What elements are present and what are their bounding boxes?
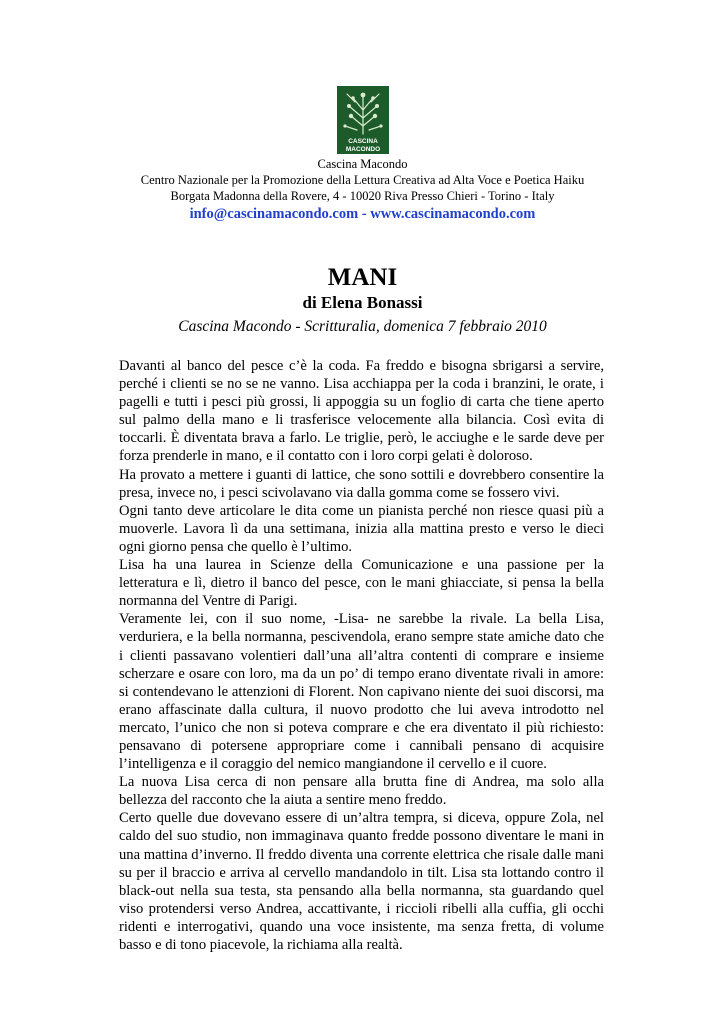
contact-separator: -	[358, 206, 371, 222]
contact-line	[0, 205, 725, 223]
story-body	[119, 357, 604, 954]
paragraph-6: La nuova Lisa cerca di non pensare alla brutta fine di Andrea, ma solo alla bellezza del racconto che la aiuta a sentire meno freddo.	[119, 774, 604, 809]
letterhead	[0, 156, 725, 223]
org-name: Cascina Macondo	[317, 157, 408, 171]
title-block	[0, 264, 725, 337]
paragraph-3: Ogni tanto deve articolare le dita come un pianista perché non riesce quasi più a muoverle. Lavora lì da una settimana, inizia alla mattina presto e verso le dieci ogni giorno pensa che quello è l’ultimo.	[119, 502, 604, 555]
org-description: Centro Nazionale per la Promozione della Lettura Creativa ad Alta Voce e Poetica Haiku	[140, 173, 585, 187]
paragraph-7: Certo quelle due dovevano essere di un’altra tempra, si diceva, oppure Zola, nel caldo del suo studio, non immaginava quanto fredde possono diventare le mani in una mattina d’inverno. Il freddo diventa una corrente elettrica che risale dalle mani su per il braccio e arriva al cervello mandandolo in tilt. Lisa sta lottando contro il black-out nella sua testa, sta pensando alla bella normanna, sta guardando quel viso protendersi verso Andrea, accattivante, i riccioli ribelli alla cuffia, gli occhi ridenti e interrogativi, quando una voce insistente, ma senza fretta, di volume basso e di tono piacevole, la richiama alla realtà.	[119, 810, 604, 953]
document-author: di Elena Bonassi	[302, 293, 423, 312]
org-address: Borgata Madonna della Rovere, 4 - 10020 Riva Presso Chieri - Torino - Italy	[170, 189, 555, 203]
email-link[interactable]: info@cascinamacondo.com	[189, 206, 359, 222]
paragraph-5: Veramente lei, con il suo nome, -Lisa- ne sarebbe la rivale. La bella Lisa, verduriera, e la bella normanna, pescivendola, erano sempre state amiche dato che i clienti passavano volentieri dall’una all’altra contenti di comprare e insieme scherzare e osare con loro, ma da un po’ di tempo erano diventate rivali in amore: si contendevano le attenzioni di Florent. Non capivano niente dei suoi discorsi, ma erano affascinate dalla cultura, il nuovo prodotto che lui aveva introdotto nel mercato, l’unico che non si poteva comprare e che era diventato il più richiesto: pensavano di potersene appropriare come i cannibali pensano di acquisire l’intelligenza e il coraggio del nemico mangiandone il cervello e il cuore.	[119, 611, 604, 773]
cascina-macondo-logo	[337, 86, 389, 154]
website-link[interactable]: www.cascinamacondo.com	[370, 206, 536, 222]
paragraph-4: Lisa ha una laurea in Scienze della Comunicazione e una passione per la letteratura e lì, dietro il banco del pesce, con le mani ghiacciate, si pensa la bella normanna del Ventre di Parigi.	[119, 557, 604, 610]
logo-text-line-1: CASCINA	[348, 138, 378, 145]
document-subtitle: Cascina Macondo - Scritturalia, domenica 7 febbraio 2010	[178, 318, 547, 335]
logo-text-line-2: MACONDO	[345, 146, 381, 153]
document-title: MANI	[327, 264, 398, 291]
paragraph-2: Ha provato a mettere i guanti di lattice, che sono sottili e dovrebbero consentire la presa, invece no, i pesci scivolavano via dalla gomma come se fossero vivi.	[119, 466, 604, 501]
paragraph-1: Davanti al banco del pesce c’è la coda. Fa freddo e bisogna sbrigarsi a servire, perché i clienti se no se ne vanno. Lisa acchiappa per la coda i branzini, le orate, i pagelli e tutti i pesci più grossi, li appoggia su un foglio di carta che tiene aperto sul palmo della mano e li trasferisce velocemente alla bilancia. Così evita di toccarli. È diventata brava a farlo. Le triglie, però, le acciughe e le sarde deve per forza prenderle in mano, e il contatto con i loro corpi gelati è doloroso.	[119, 358, 604, 465]
